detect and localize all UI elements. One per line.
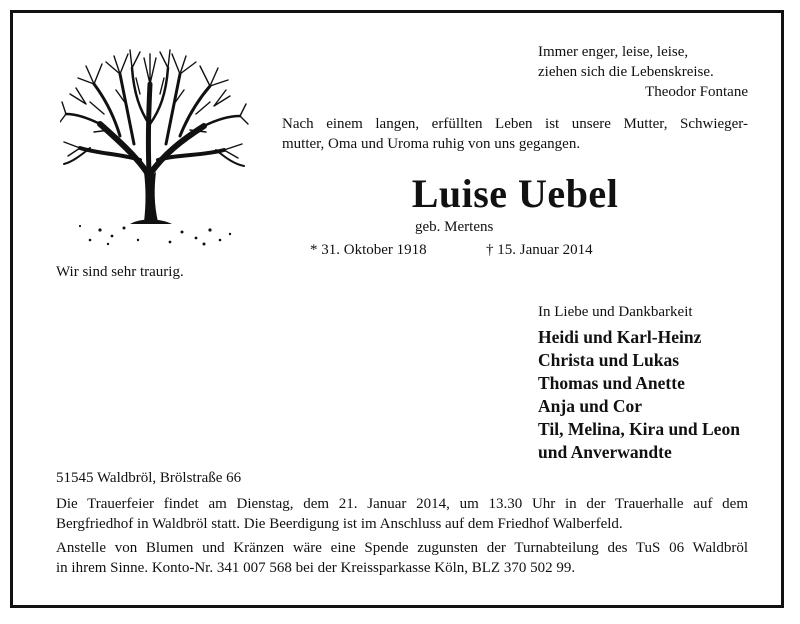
donation-line: Anstelle von Blumen und Kränzen wäre eine Spende zugunsten der Turnabteilung des TuS 06 Waldbröl xyxy=(56,540,748,556)
donation-line: in ihrem Sinne. Konto-Nr. 341 007 568 bei der Kreissparkasse Köln, BLZ 370 502 99. xyxy=(56,560,576,576)
family-member: Thomas und Anette xyxy=(538,373,685,393)
tree-icon xyxy=(60,44,250,254)
intro-line: Nach einem langen, erfüllten Leben ist unsere Mutter, Schwieger- xyxy=(282,116,748,132)
address: 51545 Waldbröl, Brölstraße 66 xyxy=(56,470,242,486)
quote-line: ziehen sich die Lebenskreise. xyxy=(538,64,714,80)
service-paragraph xyxy=(56,494,748,534)
family-member: Heidi und Karl-Heinz xyxy=(538,327,702,347)
birth-date: * 31. Oktober 1918 xyxy=(310,242,427,258)
quote-author: Theodor Fontane xyxy=(645,84,748,100)
quote xyxy=(538,42,748,102)
donation-paragraph xyxy=(56,538,748,578)
family-member: Christa und Lukas xyxy=(538,350,680,370)
service-line: Bergfriedhof in Waldbröl statt. Die Beerdigung ist im Anschluss auf dem Friedhof Walberfeld. xyxy=(56,516,623,532)
intro-text xyxy=(282,114,748,154)
intro-line: mutter, Oma und Uroma ruhig von uns gegangen. xyxy=(282,136,581,152)
family-list xyxy=(538,326,740,464)
family-member: Til, Melina, Kira und Leon xyxy=(538,419,740,439)
family-member: Anja und Cor xyxy=(538,396,643,416)
death-date: † 15. Januar 2014 xyxy=(486,242,593,258)
family-member: und Anverwandte xyxy=(538,442,672,462)
sad-note: Wir sind sehr traurig. xyxy=(56,264,184,280)
maiden-name: geb. Mertens xyxy=(415,219,494,235)
deceased-name: Luise Uebel xyxy=(411,171,619,216)
service-line: Die Trauerfeier findet am Dienstag, dem 21. Januar 2014, um 13.30 Uhr in der Trauerhalle auf dem xyxy=(56,496,748,512)
quote-line: Immer enger, leise, leise, xyxy=(538,44,689,60)
thanks-line: In Liebe und Dankbarkeit xyxy=(538,304,693,320)
